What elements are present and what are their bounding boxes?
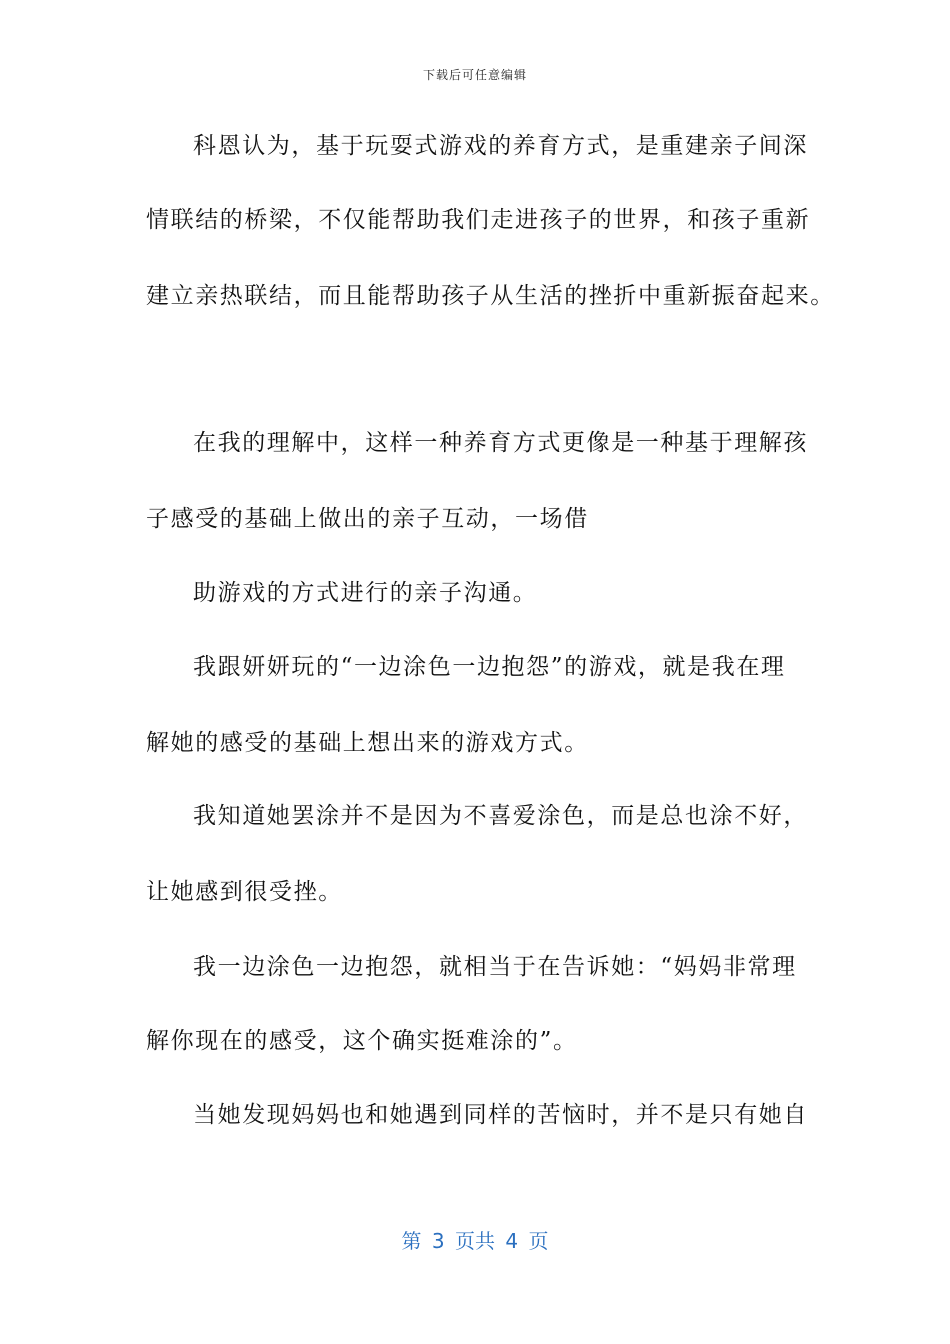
paragraph-line: 我一边涂色一边抱怨，就相当于在告诉她：“妈妈非常理	[193, 954, 797, 980]
paragraph-line: 科恩认为，基于玩耍式游戏的养育方式，是重建亲子间深	[193, 133, 808, 159]
paragraph-line: 建立亲热联结，而且能帮助孩子从生活的挫折中重新振奋起来。	[146, 283, 835, 309]
paragraph-line: 解她的感受的基础上想出来的游戏方式。	[146, 730, 589, 756]
footer-prefix: 第	[401, 1229, 422, 1253]
page-header: 下载后可任意编辑	[422, 68, 527, 82]
paragraph-line: 解你现在的感受，这个确实挺难涂的”。	[146, 1028, 578, 1054]
paragraph-line: 情联结的桥梁，不仅能帮助我们走进孩子的世界，和孩子重新	[146, 207, 811, 233]
paragraph-line: 我知道她罢涂并不是因为不喜爱涂色，而是总也涂不好，	[193, 803, 808, 829]
paragraph-line: 助游戏的方式进行的亲子沟通。	[193, 580, 538, 606]
current-page-number: 3	[431, 1229, 445, 1253]
footer-suffix: 页	[528, 1229, 549, 1253]
paragraph-line: 在我的理解中，这样一种养育方式更像是一种基于理解孩	[193, 430, 808, 456]
page-number-footer	[0, 1225, 950, 1254]
footer-middle: 页共	[455, 1229, 495, 1253]
paragraph-line: 让她感到很受挫。	[146, 879, 343, 905]
paragraph-line: 我跟妍妍玩的“一边涂色一边抱怨”的游戏，就是我在理	[193, 654, 786, 680]
paragraph-line: 当她发现妈妈也和她遇到同样的苦恼时，并不是只有她自	[193, 1102, 808, 1128]
total-page-count: 4	[505, 1229, 519, 1253]
paragraph-line: 子感受的基础上做出的亲子互动，一场借	[146, 506, 589, 532]
